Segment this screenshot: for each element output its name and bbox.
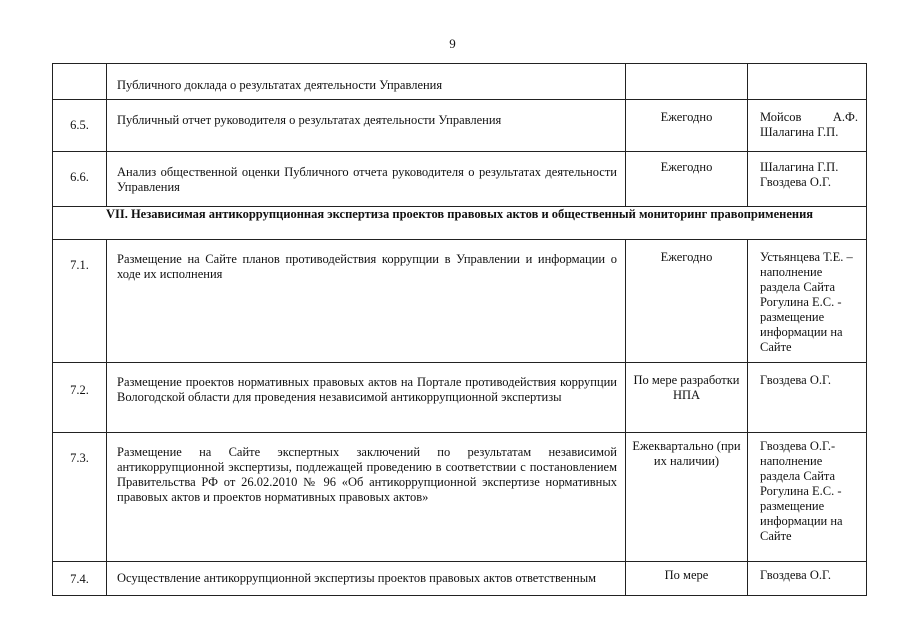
responsible-cell	[748, 363, 867, 433]
responsible-line: размещение	[760, 499, 825, 513]
responsible-cell	[748, 64, 867, 100]
responsible-line: Гвоздева О.Г.-	[760, 439, 836, 453]
table-row	[53, 240, 867, 363]
section-row	[53, 207, 867, 240]
action-cell	[107, 240, 626, 363]
responsible-line: Гвоздева О.Г.	[760, 373, 831, 387]
responsible-line: Сайте	[760, 529, 792, 543]
period-cell	[626, 240, 748, 363]
table-row	[53, 562, 867, 596]
responsible-cell	[748, 100, 867, 152]
period-cell	[626, 100, 748, 152]
period-cell	[626, 64, 748, 100]
row-number-cell	[53, 562, 107, 596]
row-number-cell	[53, 433, 107, 562]
action-text: Публичный отчет руководителя о результатах деятельности Управления	[117, 113, 502, 127]
responsible-cell	[748, 562, 867, 596]
row-number: 6.6.	[70, 170, 89, 184]
row-number-cell	[53, 152, 107, 207]
table-row	[53, 100, 867, 152]
responsible-line: Гвоздева О.Г.	[760, 568, 831, 582]
period-cell	[626, 433, 748, 562]
action-cell	[107, 562, 626, 596]
period-text	[626, 64, 747, 72]
action-cell	[107, 363, 626, 433]
responsible-cell	[748, 152, 867, 207]
row-number: 6.5.	[70, 118, 89, 132]
table-row	[53, 152, 867, 207]
responsible-line: Шалагина Г.П.	[760, 160, 839, 174]
table-row	[53, 363, 867, 433]
period-text: По мере	[664, 568, 709, 582]
row-number: 7.2.	[70, 383, 89, 397]
section-heading: VII. Независимая антикоррупционная экспертиза проектов правовых актов и общественный мониторинг правоприменения	[53, 207, 867, 240]
table-row	[53, 433, 867, 562]
responsible-line: Рогулина Е.С. -	[760, 484, 842, 498]
responsible-cell	[748, 240, 867, 363]
action-text: Размещение проектов нормативных правовых актов на Портале противодействия коррупции Вологодской области для проведения независимой антикоррупционной экспертизы	[117, 375, 617, 404]
period-cell	[626, 562, 748, 596]
responsible-cell	[748, 433, 867, 562]
row-number-cell	[53, 363, 107, 433]
table-row	[53, 64, 867, 100]
action-text: Осуществление антикоррупционной экспертизы проектов правовых актов ответственным	[117, 571, 597, 585]
responsible-line: Устьянцева Т.Е. –	[760, 250, 853, 264]
responsible-line: раздела Сайта	[760, 469, 836, 483]
responsible-line: информации на	[760, 514, 843, 528]
responsible-line: раздела Сайта	[760, 280, 836, 294]
action-cell	[107, 100, 626, 152]
period-text: Ежеквартально (при их наличии)	[632, 439, 741, 468]
anticorruption-plan-table	[52, 63, 867, 596]
responsible-line: Рогулина Е.С. -	[760, 295, 842, 309]
responsible-line: Гвоздева О.Г.	[760, 175, 831, 189]
action-cell	[107, 433, 626, 562]
period-cell	[626, 152, 748, 207]
period-text: Ежегодно	[660, 250, 713, 264]
period-text: Ежегодно	[660, 110, 713, 124]
row-number-cell	[53, 64, 107, 100]
responsible-line: Мойсов А.Ф.	[760, 110, 858, 124]
action-text: Публичного доклада о результатах деятельности Управления	[117, 78, 443, 92]
page-number: 9	[449, 36, 456, 51]
responsible-line: Шалагина Г.П.	[760, 125, 839, 139]
responsible-line: наполнение	[760, 265, 823, 279]
row-number	[53, 64, 106, 68]
period-text: По мере разработки НПА	[633, 373, 740, 402]
action-text: Анализ общественной оценки Публичного отчета руководителя о результатах деятельности Управления	[117, 165, 617, 194]
responsible-line: информации на	[760, 325, 843, 339]
row-number: 7.3.	[70, 451, 89, 465]
responsible-line: размещение	[760, 310, 825, 324]
responsible-line: Сайте	[760, 340, 792, 354]
row-number-cell	[53, 240, 107, 363]
action-text: Размещение на Сайте планов противодействия коррупции в Управлении и информации о ходе их исполнения	[117, 252, 617, 281]
responsible-line: наполнение	[760, 454, 823, 468]
row-number: 7.1.	[70, 258, 89, 272]
action-cell	[107, 64, 626, 100]
action-text: Размещение на Сайте экспертных заключений по результатам независимой антикоррупционной экспертизы, подлежащей проведению в соответствии с постановлением Правительства РФ от 26.02.2010 № 96 «Об антикоррупционной экспертизе нормативных правовых актов и проектов нормативных правовых актов»	[117, 445, 617, 504]
row-number-cell	[53, 100, 107, 152]
period-text: Ежегодно	[660, 160, 713, 174]
row-number: 7.4.	[70, 572, 89, 586]
period-cell	[626, 363, 748, 433]
action-cell	[107, 152, 626, 207]
